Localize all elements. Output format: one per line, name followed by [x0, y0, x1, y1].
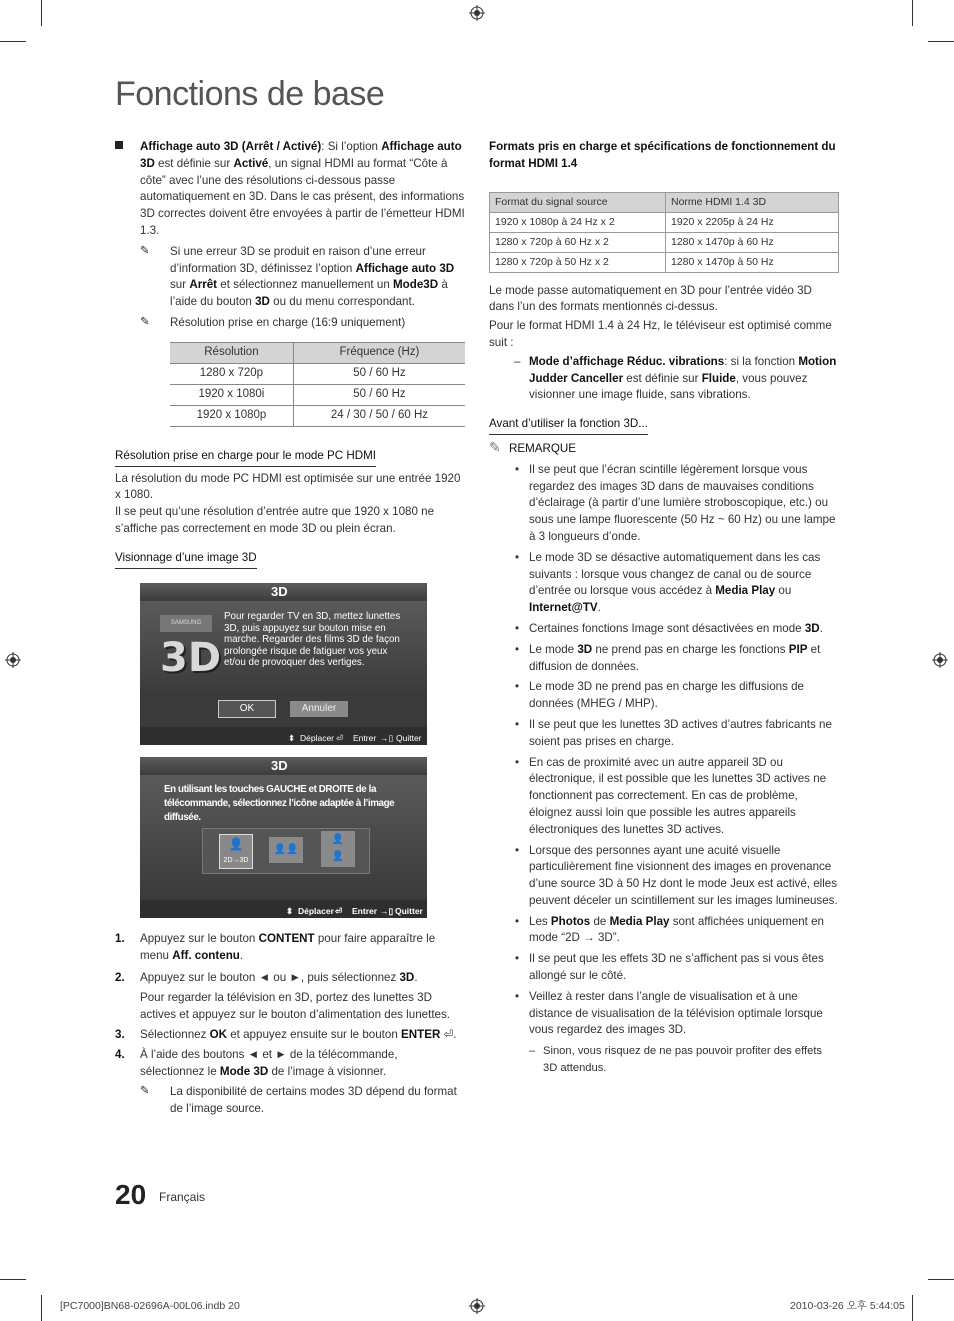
footer-date: 2010-03-26 오후 5:44:05 — [790, 1300, 905, 1312]
list-subitem: – Sinon, vous risquez de ne pas pouvoir profiter des effets 3D attendus. — [529, 1045, 823, 1075]
move-icon: ⬍ — [288, 733, 296, 743]
enter-icon: ⏎ — [336, 733, 344, 743]
enter-icon: ⏎ — [443, 1027, 454, 1041]
page-number: 20 — [115, 1179, 147, 1210]
note-pencil-icon: ✎ — [489, 438, 501, 455]
list-item: • Les Photos de Media Play sont affichées uniquement en mode “2D → 3D”. — [515, 914, 824, 945]
crop-mark — [928, 41, 954, 42]
mode-icon-row — [202, 828, 370, 874]
note-pencil-icon: ✎ — [140, 314, 150, 328]
screen-footer: ⬍ Déplacer ⏎ Entrer →▯ Quitter — [140, 727, 427, 745]
list-item: 3. Sélectionnez OK et appuyez ensuite sur le bouton ENTER ⏎. — [115, 1027, 457, 1041]
registration-mark-icon — [469, 1298, 485, 1314]
crop-mark — [928, 1279, 954, 1280]
mode-2d-to-3d-icon[interactable]: 👤 2D→3D — [219, 834, 253, 869]
screen-title: 3D — [271, 584, 288, 599]
section-heading: Résolution prise en charge pour le mode PC HDMI — [115, 448, 376, 467]
remark-bullets — [489, 462, 839, 1077]
table-row: 1920 x 1080p à 24 Hz x 2 1920 x 2205p à 24 Hz — [490, 212, 839, 232]
pc-hdmi-section: Résolution prise en charge pour le mode PC HDMI La résolution du mode PC HDMI est optimisée sur une entrée 1920 x 1080. Il se peut qu’une résolution d’entrée autre que 1920 x 1080 ne s’affiche pas correctement en mode 3D ou plein écran. — [115, 448, 461, 535]
remark-heading: ✎ REMARQUE — [489, 438, 576, 455]
screen-message: En utilisant les touches GAUCHE et DROITE de la télécommande, sélectionnez l’icône adaptée à l’image diffusée. — [164, 784, 395, 823]
list-item: 1. Appuyez sur le bouton CONTENT pour faire apparaître le menu Aff. contenu. — [115, 932, 436, 962]
list-item: • Veillez à rester dans l’angle de visualisation et à une distance de visualisation de la télévision optimale lorsque vous regardez des images 3D. — [515, 989, 823, 1037]
table-header: Résolution — [170, 342, 293, 363]
crop-mark — [41, 1295, 42, 1321]
list-item: • Lorsque des personnes ayant une acuité visuelle particulièrement fine visionnent des images en provenance d’une source 3D à 50 Hz dont le mode Jeux est activé, elles peuvent déceler un scintillement sur les images lumineuses. — [515, 843, 838, 907]
square-bullet-icon — [115, 141, 123, 149]
page-language: Français — [159, 1190, 206, 1204]
list-item: • Le mode 3D ne prend pas en charge les diffusions de données (MHEG / MHP). — [515, 680, 805, 711]
enter-icon: ⏎ — [335, 906, 343, 916]
list-item: • Il se peut que les effets 3D ne s’affichent pas si vous êtes allongé sur le côté. — [515, 952, 824, 983]
list-item: 4. À l’aide des boutons ◄ et ► de la télécommande, sélectionnez le Mode 3D de l’image à visionner. ✎ La disponibilité de certains modes 3D dépend du format de l’image source. — [115, 1047, 465, 1118]
steps-list — [115, 931, 465, 1118]
list-item: • Il se peut que les lunettes 3D actives d’autres fabricants ne soient pas prises en charge. — [515, 717, 832, 748]
auto3d-item: Affichage auto 3D (Arrêt / Activé): Si l’option Affichage auto 3D est définie sur Activé, un signal HDMI au format “Côte à côte” avec l’une des résolutions ci-dessous passe automatiquement en 3D. Dans le cas présent, des informations 3D correctes doivent être envoyées à partir de l’émetteur HDMI 1.3. — [115, 139, 465, 240]
footer-file: [PC7000]BN68-02696A-00L06.indb 20 — [60, 1300, 240, 1312]
note-pencil-icon: ✎ — [140, 243, 150, 257]
list-item: • Le mode 3D se désactive automatiquement dans les cas suivants : lorsque vous changez de canal ou de source d’entrée ou lorsque vous accédez à Media Play ou Internet@TV. — [515, 550, 821, 615]
tv-screen-3d-warning — [140, 583, 427, 745]
crop-mark — [912, 1295, 913, 1321]
tv-screen-3d-mode — [140, 757, 427, 918]
crop-mark — [912, 0, 913, 26]
table-row: 1280 x 720p 50 / 60 Hz — [170, 363, 465, 384]
hdmi-format-table — [489, 192, 839, 273]
3d-logo-icon: SAMSUNG 3D — [160, 615, 212, 681]
ok-button[interactable]: OK — [218, 700, 276, 718]
note-pencil-icon: ✎ — [140, 1084, 150, 1098]
list-item: • Le mode 3D ne prend pas en charge les fonctions PIP et diffusion de données. — [515, 642, 821, 673]
list-item: • Il se peut que l’écran scintille légèrement lorsque vous regardez des images 3D dans de mauvaises conditions d’éclairage (à partir d’une lumière stroboscopique, etc.) ou sous une lampe fluorescente (50 Hz ~ 60 Hz) ou une lampe à 3 longueurs d’onde. — [515, 462, 836, 543]
registration-mark-icon — [5, 652, 21, 668]
crop-mark — [0, 41, 26, 42]
screen-title: 3D — [271, 758, 288, 773]
dash-item: – Mode d’affichage Réduc. vibrations: si la fonction Motion Judder Canceller est définie sur Fluide, vous pouvez visionner une image fluide, sans vibrations. — [514, 354, 837, 402]
section-heading: Avant d’utiliser la fonction 3D... — [489, 416, 648, 435]
table-row: 1280 x 720p à 50 Hz x 2 1280 x 1470p à 50 Hz — [490, 252, 839, 272]
view3d-section — [115, 550, 465, 569]
table-header: Norme HDMI 1.4 3D — [666, 192, 839, 212]
list-item: 2. Appuyez sur le bouton ◄ ou ►, puis sélectionnez 3D. Pour regarder la télévision en 3D, portez des lunettes 3D actives et appuyez sur le bouton d’alimentation des lunettes. — [115, 970, 451, 1022]
list-item: • En cas de proximité avec un autre appareil 3D ou électronique, il est possible que les lunettes 3D actives ne fonctionnent pas correctement. En cas de problème, éloignez aussi loin que possible les autres appareils électroniques des lunettes 3D actives. — [515, 755, 827, 836]
page-title: Fonctions de base — [115, 75, 385, 113]
table-header: Fréquence (Hz) — [293, 342, 465, 363]
note-mode3d: ✎ La disponibilité de certains modes 3D dépend du format de l’image source. — [140, 1084, 457, 1116]
section-heading: Visionnage d’une image 3D — [115, 550, 257, 569]
screen-message: Pour regarder TV en 3D, mettez lunettes 3D, puis appuyez sur bouton mise en marche. Regarder des films 3D de façon prolongée risque de fatiguer vos yeux et/ou de provoquer des vertiges. — [224, 611, 401, 668]
list-item: • Certaines fonctions Image sont désactivées en mode 3D. — [515, 621, 823, 635]
crop-mark — [0, 1279, 26, 1280]
screen-footer: ⬍ Déplacer ⏎ Entrer →▯ Quitter — [140, 900, 427, 918]
move-icon: ⬍ — [286, 906, 294, 916]
table-row: 1920 x 1080i 50 / 60 Hz — [170, 384, 465, 405]
exit-icon: →▯ — [380, 906, 394, 916]
table-header: Format du signal source — [490, 192, 666, 212]
cancel-button[interactable]: Annuler — [290, 701, 348, 717]
registration-mark-icon — [469, 5, 485, 21]
table-row: 1280 x 720p à 60 Hz x 2 1280 x 1470p à 60 Hz — [490, 232, 839, 252]
resolution-table — [170, 342, 465, 427]
right-column: Formats pris en charge et spécifications de fonctionnement du format HDMI 1.4 Format du signal source Norme HDMI 1.4 3D 1920 x 1080p à 24 Hz x 2 1920 x 2205p à 24 Hz 1280 x 720p à 60 Hz x 2 1280 x 1470p à 60 Hz 1280 x 720p à 50 Hz x 2 1280 x 1470p à 50 Hz Le mode passe automatiquement en 3D pour l’entrée vidéo 3D dans l’un des formats mentionnés ci-dessus. Pour le format HDMI 1.4 à 24 Hz, le téléviseur est optimisé comme suit : – Mode d’affichage Réduc. vibrations: si la fonction Motion Judder Canceller est définie sur Fluide, vous pouvez visionner une image fluide, sans vibrations. Avant d’utiliser la fonction 3D... ✎ REMARQUE • Il se peut que l’écran scintille légèrement lorsque vous regardez des images 3D dans de mauvaises conditions d’éclairage (à partir d’une lumière stroboscopique, etc.) ou sous une lampe fluorescente (50 Hz ~ 60 Hz) ou une lampe à 3 longueurs d’onde. • Le mode 3D se désactive automatiquement dans les cas suivants : lorsque vous changez de canal ou de source d’entrée ou lorsque vous accédez à Media Play ou Internet@TV. • Certaines fonctions Image sont désactivées en mode 3D. • Le mode 3D ne prend pas en charge les fonctions PIP et diffusion de données. • Le mode 3D ne prend pas en charge les diffusions de données (MHEG / MHP). • Il se peut que les lunettes 3D actives d’autres fabricants ne soient pas prises en charge. • En cas de proximité avec un autre appareil 3D ou électronique, il est possible que les lunettes 3D actives ne fonctionnent pas correctement. En cas de problème, éloignez aussi loin que possible les autres appareils électroniques des lunettes 3D actives. • Lorsque des personnes ayant une acuité visuelle particulièrement fine visionnent des images en provenance d’une source 3D à 50 Hz dont le mode Jeux est activé, elles peuvent déceler un scintillement sur les images lumineuses. • Les Photos de Media Play sont affichées uniquement en mode “2D → 3D”. • Il se peut que les effets 3D ne s’affichent pas si vous êtes allongé sur le côté. • Veillez à rester dans l’angle de visualisation et à une distance de visualisation de la télévision optimale lorsque vous regardez des images 3D. – Sinon, vous risquez de ne pas pouvoir profiter des effets 3D attendus. — [489, 139, 839, 1077]
exit-icon: →▯ — [380, 733, 394, 743]
crop-mark — [41, 0, 42, 26]
left-column — [115, 139, 465, 569]
table-row: 1920 x 1080p 24 / 30 / 50 / 60 Hz — [170, 405, 465, 426]
mode-top-bottom-icon[interactable]: 👤 👤 — [321, 831, 355, 867]
note-auto3d: ✎ Si une erreur 3D se produit en raison d’une erreur d’information 3D, définissez l’option Affichage auto 3D sur Arrêt et sélectionnez manuellement un Mode3D à l’aide du bouton 3D ou du menu correspondant. — [140, 243, 455, 309]
mode-side-by-side-icon[interactable]: 👤👤 — [269, 837, 303, 863]
note-resolution: ✎ Résolution prise en charge (16:9 uniquement) — [140, 314, 406, 329]
section-heading: Formats pris en charge et spécifications de fonctionnement du format HDMI 1.4 — [489, 140, 836, 170]
registration-mark-icon — [932, 652, 948, 668]
